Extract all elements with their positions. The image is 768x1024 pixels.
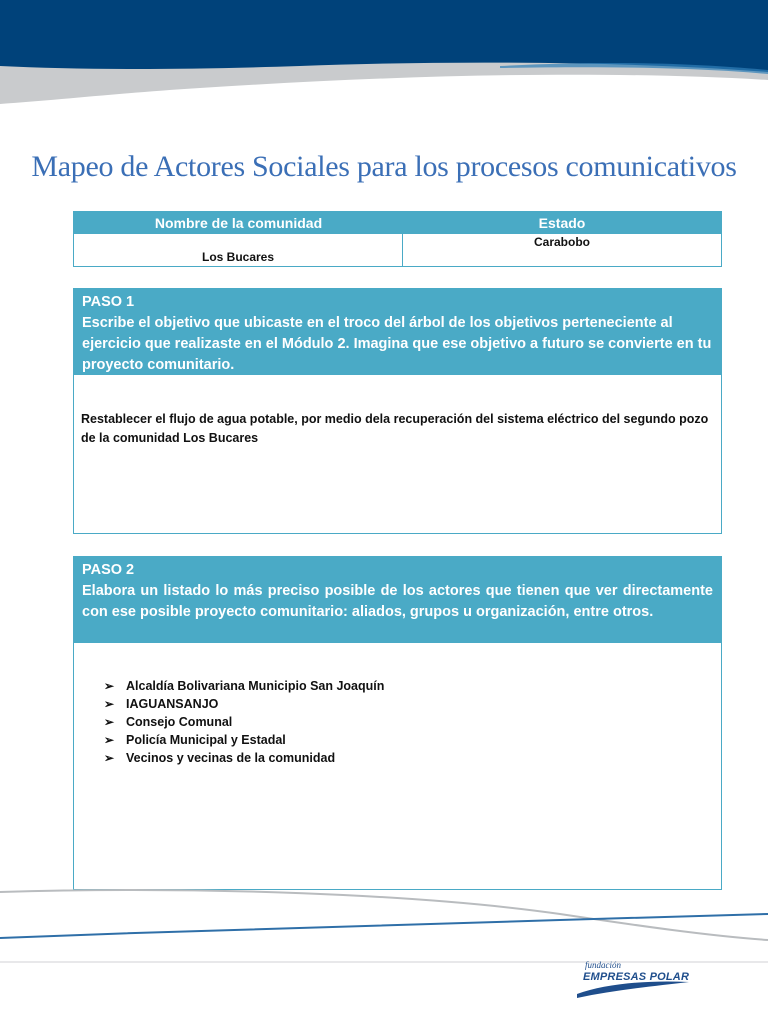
community-value: Los Bucares (74, 234, 403, 266)
arrow-bullet-icon: ➢ (104, 697, 115, 711)
state-header: Estado (538, 215, 586, 231)
step2-box (73, 556, 722, 890)
arrow-bullet-icon: ➢ (104, 679, 115, 693)
logo-line2: EMPRESAS POLAR (583, 971, 690, 983)
page-title: Mapeo de Actores Sociales para los procesos comunicativos (31, 150, 737, 183)
list-item: ➢ Policía Municipal y Estadal (104, 733, 286, 747)
footer-wave-decoration (0, 880, 768, 970)
community-table (73, 211, 722, 267)
step1-instruction: Escribe el objetivo que ubicaste en el troco del árbol de los objetivos perteneciente al ejercicio que realizaste en el Módulo 2. Imagina que ese objetivo a futuro se convierte en tu proyecto comunitario. (82, 315, 712, 373)
step1-box (73, 288, 722, 534)
step2-actor-list (74, 643, 721, 767)
list-item: ➢ Consejo Comunal (104, 715, 233, 729)
step1-label: PASO 1 (82, 294, 135, 310)
community-table-row (74, 234, 721, 266)
arrow-bullet-icon: ➢ (104, 715, 115, 729)
header-wave-decoration (0, 0, 768, 120)
step2-label: PASO 2 (82, 562, 135, 578)
step2-instruction: Elabora un listado lo más preciso posible de los actores que tienen que ver directamente con ese posible proyecto comunitario: aliados, grupos u organización, entre otros. (82, 583, 713, 620)
step2-header (74, 557, 721, 643)
state-value: Carabobo (533, 235, 590, 249)
community-header: Nombre de la comunidad (154, 215, 323, 231)
community-table-header (74, 212, 721, 234)
step1-answer: Restablecer el flujo de agua potable, por medio dela recuperación del sistema eléctrico del segundo pozo de la comunidad Los Bucares (81, 412, 709, 445)
arrow-bullet-icon: ➢ (104, 751, 115, 765)
list-item: ➢ IAGUANSANJO (104, 697, 219, 711)
list-item: ➢ Vecinos y vecinas de la comunidad (104, 751, 336, 765)
arrow-bullet-icon: ➢ (104, 733, 115, 747)
step1-header (74, 289, 721, 375)
list-item: ➢ Alcaldía Bolivariana Municipio San Joaquín (104, 679, 385, 693)
logo-line1: fundación (585, 960, 621, 970)
empresas-polar-logo (575, 960, 695, 1000)
